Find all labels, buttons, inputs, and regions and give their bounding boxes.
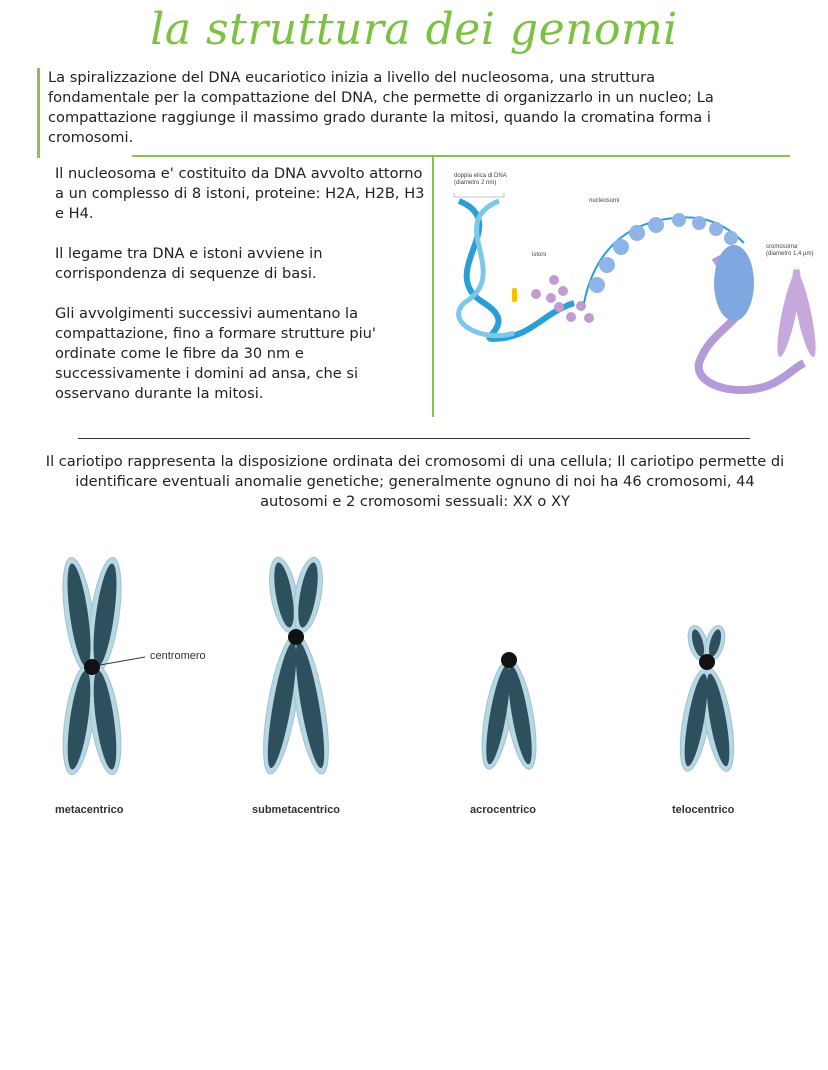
- centromere-label: centromero: [150, 650, 206, 662]
- histones-label: istoni: [532, 252, 547, 258]
- acrocentric-label: acrocentrico: [470, 804, 537, 816]
- section-divider: [78, 438, 750, 439]
- note-paragraph: Gli avvolgimenti successivi aumentano la compattazione, fino a formare strutture piu' ordinate come le fibre da 30 nm e successivamente i domini ad ansa, che si osservano durante la mitosi.: [55, 305, 376, 402]
- metacentric-label: metacentrico: [55, 804, 124, 816]
- dna-compaction-diagram: [444, 163, 824, 408]
- centromere: [288, 629, 304, 645]
- metacentric-chromosome: [45, 555, 145, 785]
- page-title: la struttura dei genomi: [150, 4, 678, 55]
- telocentric-label: telocentrico: [672, 804, 735, 816]
- karyotype-paragraph: Il cariotipo rappresenta la disposizione ordinata dei cromosomi di una cellula; Il cariotipo permette di identificare eventuali anomalie genetiche; generalmente ognuno di noi ha 46 cromosomi, 44 autosomi e 2 cromosomi sessuali: XX o XY: [45, 453, 785, 510]
- note-paragraph: Il legame tra DNA e istoni avviene in corrispondenza di sequenze di basi.: [55, 245, 323, 282]
- acrocentric-chromosome: [460, 555, 560, 785]
- submetacentric-chromosome: [250, 555, 350, 785]
- submetacentric-label: submetacentrico: [252, 804, 341, 816]
- nucleosomes-label: nucleosomi: [589, 198, 620, 204]
- dna-label: doppia elica di DNA: [454, 173, 507, 179]
- divider: [132, 155, 790, 157]
- chromosome-diameter-label: (diametro 1,4 µm): [766, 251, 814, 257]
- centromere: [699, 654, 715, 670]
- nucleosome-notes: [55, 164, 425, 424]
- column-divider: [432, 155, 434, 417]
- centromere: [501, 652, 517, 668]
- chromosome-label: cromosoma: [766, 244, 798, 250]
- dna-diameter-label: (diametro 2 nm): [454, 180, 497, 186]
- accent-bar: [37, 68, 40, 158]
- centromere: [84, 659, 100, 675]
- intro-paragraph: La spiralizzazione del DNA eucariotico inizia a livello del nucleosoma, una struttura fondamentale per la compattazione del DNA, che permette di organizzarlo in un nucleo; La compattazione raggiunge il massimo grado durante la mitosi, quando la cromatina forma i cromosomi.: [48, 69, 714, 146]
- note-paragraph: Il nucleosoma e' costituito da DNA avvolto attorno a un complesso di 8 istoni, proteine: H2A, H2B, H3 e H4.: [55, 165, 425, 222]
- telocentric-chromosome: [660, 555, 760, 785]
